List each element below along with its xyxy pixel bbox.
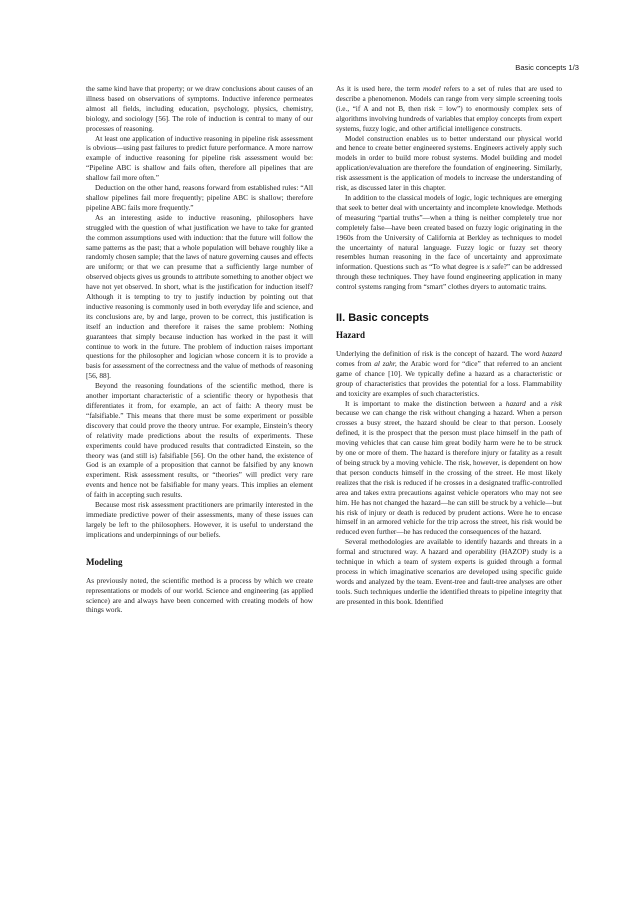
hazard-heading: Hazard	[336, 330, 365, 341]
emphasis: risk	[551, 398, 562, 408]
paragraph: At least one application of inductive reasoning in pipeline risk assessment is obvious—using past failures to predict future performance. A more narrow example of inductive reasoning for pipeline risk assessment would be: “Pipeline ABC is shallow and fails often, therefore all pipelines that are shallow fail more often.”	[86, 133, 313, 183]
emphasis: hazard	[541, 349, 562, 359]
paragraph: As previously noted, the scientific method is a process by which we create representations or models of our world. Science and engineering (as applied science) are and always have been concerned with creating models of how things work.	[86, 575, 313, 615]
emphasis: hazard	[505, 398, 526, 408]
paragraph	[336, 399, 562, 538]
paragraph	[336, 537, 562, 606]
left-column	[86, 84, 313, 615]
paragraph	[336, 349, 562, 399]
text-run: refers to a set of rules that are used to describe a phenomenon. Models can range from very simple screening tools (i.e., “if A and not B, then risk = low”) to enormously complex sets of algorithms involving hundreds of variables that employ concepts from expert systems, fuzzy logic, and other artificial intelligence constructs.	[336, 84, 562, 133]
paragraph	[336, 134, 562, 193]
section-heading: II. Basic concepts	[336, 312, 429, 325]
paragraph: the same kind have that property; or we draw conclusions about causes of an illness based on observations of symptoms. Inductive inference permeates almost all fields, including education, psychology, physics, chemistry, biology, and sociology [56]. The role of induction is central to many of our processes of reasoning.	[86, 84, 313, 133]
paragraph: Because most risk assessment practitioners are primarily interested in the immediate predictive power of their assessments, many of these issues can largely be left to the philosophers. However, it is useful to understand the implications and underpinnings of our beliefs.	[86, 500, 313, 539]
running-head: Basic concepts 1/3	[515, 63, 579, 72]
paragraph	[336, 84, 562, 134]
text-run: and a	[525, 398, 552, 408]
text-run: Underlying the definition of risk is the concept of hazard. The word	[336, 349, 542, 359]
paragraph	[336, 193, 562, 292]
text-run: It is important to make the distinction between a	[345, 398, 506, 408]
text-run: safe?” can be addressed through these techniques. They have found engineering application in many control systems ranging from “smart” clothes dryers to automatic trains.	[336, 262, 562, 292]
emphasis: model	[422, 84, 441, 93]
right-column	[336, 84, 562, 607]
paragraph: Beyond the reasoning foundations of the scientific method, there is another important characteristic of a scientific theory or hypothesis that differentiates it from, for example, an act of faith: A theory must be “falsifiable.” This means that there must be some experiment or possible discovery that could prove the theory untrue. For example, Einstein’s theory of relativity made predictions about the results of experiments. These experiments could have produced results that contradicted Einstein, so the theory was (and still is) falsifiable [56]. On the other hand, the existence of God is an example of a proposition that cannot be falsified by any known experiment. Risk assessment results, or “theories” will predict very rare events and hence not be falsifiable for many years. This implies an element of faith in accepting such results.	[86, 381, 313, 500]
text-run: In addition to the classical models of logic, logic techniques are emerging that seek to better deal with uncertainty and incomplete knowledge. Methods of measuring “partial truths”—when a thing is neither completely true nor completely false—have been created based on fuzzy logic originating in the 1960s from the University of California at Berkley as techniques to model the uncertainty of natural language. Fuzzy logic or fuzzy set theory resembles human reasoning in the face of uncertainty and approximate information. Questions such as “To what degree is	[336, 192, 562, 272]
text-run: As it is used here, the term	[336, 84, 423, 93]
text-run: Model construction enables us to better understand our physical world and hence to create better engineered systems. Engineers actively apply such models in order to build more robust systems. Model building and model application/evaluation are therefore the foundation of engineering. Similarly, risk assessment is the application of models to increase the understanding of risk, as discussed later in this chapter.	[336, 133, 562, 193]
text-run: Several methodologies are available to identify hazards and threats in a formal and structured way. A hazard and operability (HAZOP) study is a technique in which a team of system experts is guided through a formal process in which imaginative scenarios are developed using specific guide words and analyzed by the team. Event-tree and fault-tree analyses are other tools. Such techniques underlie the identified threats to pipeline integrity that are presented in this book. Identified	[336, 537, 562, 606]
text-run: comes from	[336, 358, 375, 368]
paragraph: As an interesting aside to inductive reasoning, philosophers have struggled with the question of what justification we have to take for granted the common assumptions used with induction: that the future will follow the same patterns as the past; that a whole population will behave roughly like a randomly chosen sample; that the laws of nature governing causes and effects are uniform; or that we can presume that a sufficiently large number of observed objects gives us grounds to attribute something to another object we have not yet observed. In short, what is the justification for induction itself? Although it is tempting to try to justify induction by pointing out that inductive reasoning is commonly used in both everyday life and science, and its conclusions are, by and large, proven to be correct, this justification is itself an induction and therefore it raises the same problem: Nothing guarantees that simply because induction has worked in the past it will continue to work in the future. The problem of induction raises important questions for the philosopher and logician whose concern it is to provide a basis for assessment of the correctness and the value of methods of reasoning [56, 88].	[86, 212, 314, 381]
emphasis: al zahr,	[374, 358, 397, 368]
paragraph: Deduction on the other hand, reasons forward from established rules: “All shallow pipelines fail more frequently; pipeline ABC is shallow; therefore pipeline ABC fails more frequently.”	[86, 183, 313, 212]
text-run: because we can change the risk without changing a hazard. When a person crosses a busy street, the hazard should be clear to that person. Loosely defined, it is the prospect that the person must place himself in the path of moving vehicles that can cause him great bodily harm were he to be struck by one or more of them. The hazard is therefore injury or fatality as a result of being struck by a moving vehicle. The risk, however, is dependent on how that person conducts himself in the crossing of the street. He most likely realizes that the risk is reduced if he crosses in a designated traffic-controlled area and takes extra precautions against vehicle operators who may not see him. He has not changed the hazard—he can still be struck by a vehicle—but his risk of injury or death is reduced by prudent actions. Were he to encase himself in an armored vehicle for the trip across the street, his risk would be reduced even further—he has reduced the consequences of the hazard.	[336, 408, 562, 537]
text-run: the Arabic word for “dice” that referred to an ancient game of chance [10]. We typically define a hazard as a characteristic or group of characteristics that provides the potential for a loss. Flammability and toxicity are examples of such characteristics.	[336, 358, 562, 398]
emphasis: x	[486, 262, 490, 272]
modeling-heading: Modeling	[86, 556, 123, 567]
